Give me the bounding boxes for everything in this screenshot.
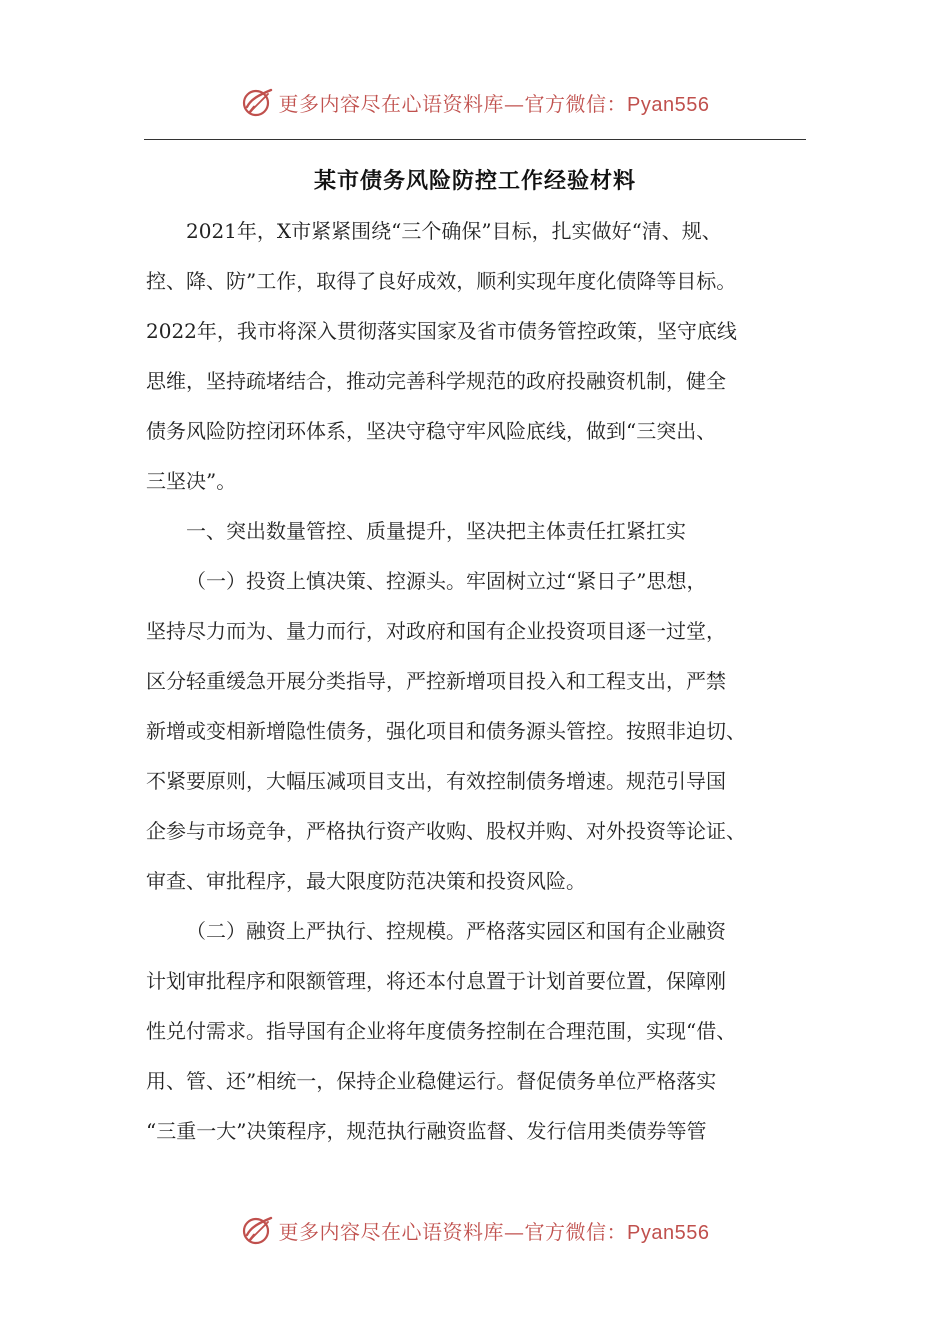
paragraph-line: 用、管、还”相统一，保持企业稳健运行。督促债务单位严格落实 <box>146 1069 717 1093</box>
wechat-id: Pyan556 <box>627 1221 710 1244</box>
document-title: 某市债务风险防控工作经验材料 <box>313 169 636 194</box>
paragraph-line: 债务风险防控闭环体系，坚决守稳守牢风险底线，做到“三突出、 <box>146 419 717 443</box>
paragraph-line: 计划审批程序和限额管理，将还本付息置于计划首要位置，保障刚 <box>146 969 726 993</box>
header-divider <box>144 139 806 140</box>
pen-logo-icon <box>241 1213 275 1247</box>
section-heading: 一、突出数量管控、质量提升，坚决把主体责任扛紧扛实 <box>186 519 686 543</box>
banner-text: 更多内容尽在心语资料库—官方微信：Pyan556 <box>278 1219 710 1244</box>
header-watermark-banner <box>0 80 950 124</box>
paragraph-line: 控、降、防”工作，取得了良好成效，顺利实现年度化债降等目标。 <box>146 269 737 293</box>
paragraph-line: 三坚决”。 <box>146 469 237 493</box>
paragraph-line: （一）投资上慎决策、控源头。牢固树立过“紧日子”思想， <box>186 569 707 593</box>
paragraph-line: 新增或变相新增隐性债务，强化项目和债务源头管控。按照非迫切、 <box>146 719 746 743</box>
wechat-id: Pyan556 <box>627 93 710 116</box>
pen-logo-icon <box>241 85 275 119</box>
paragraph-line: 不紧要原则，大幅压减项目支出，有效控制债务增速。规范引导国 <box>146 769 726 793</box>
paragraph-line: 区分轻重缓急开展分类指导，严控新增项目投入和工程支出，严禁 <box>146 669 726 693</box>
paragraph-line: 性兑付需求。指导国有企业将年度债务控制在合理范围，实现“借、 <box>146 1019 737 1043</box>
paragraph-line: 2022年，我市将深入贯彻落实国家及省市债务管控政策，坚守底线 <box>146 319 737 343</box>
paragraph-line: 企参与市场竞争，严格执行资产收购、股权并购、对外投资等论证、 <box>146 819 746 843</box>
paragraph-line: 坚持尽力而为、量力而行，对政府和国有企业投资项目逐一过堂， <box>146 619 726 643</box>
footer-watermark-banner <box>0 1208 950 1252</box>
paragraph-line: “三重一大”决策程序，规范执行融资监督、发行信用类债券等管 <box>146 1119 707 1143</box>
paragraph-line: 审查、审批程序，最大限度防范决策和投资风险。 <box>146 869 586 893</box>
paragraph-line: 2021年，X市紧紧围绕“三个确保”目标，扎实做好“清、规、 <box>186 219 722 243</box>
paragraph-line: 思维，坚持疏堵结合，推动完善科学规范的政府投融资机制，健全 <box>146 369 726 393</box>
paragraph-line: （二）融资上严执行、控规模。严格落实园区和国有企业融资 <box>186 919 726 943</box>
banner-text: 更多内容尽在心语资料库—官方微信：Pyan556 <box>278 91 710 116</box>
